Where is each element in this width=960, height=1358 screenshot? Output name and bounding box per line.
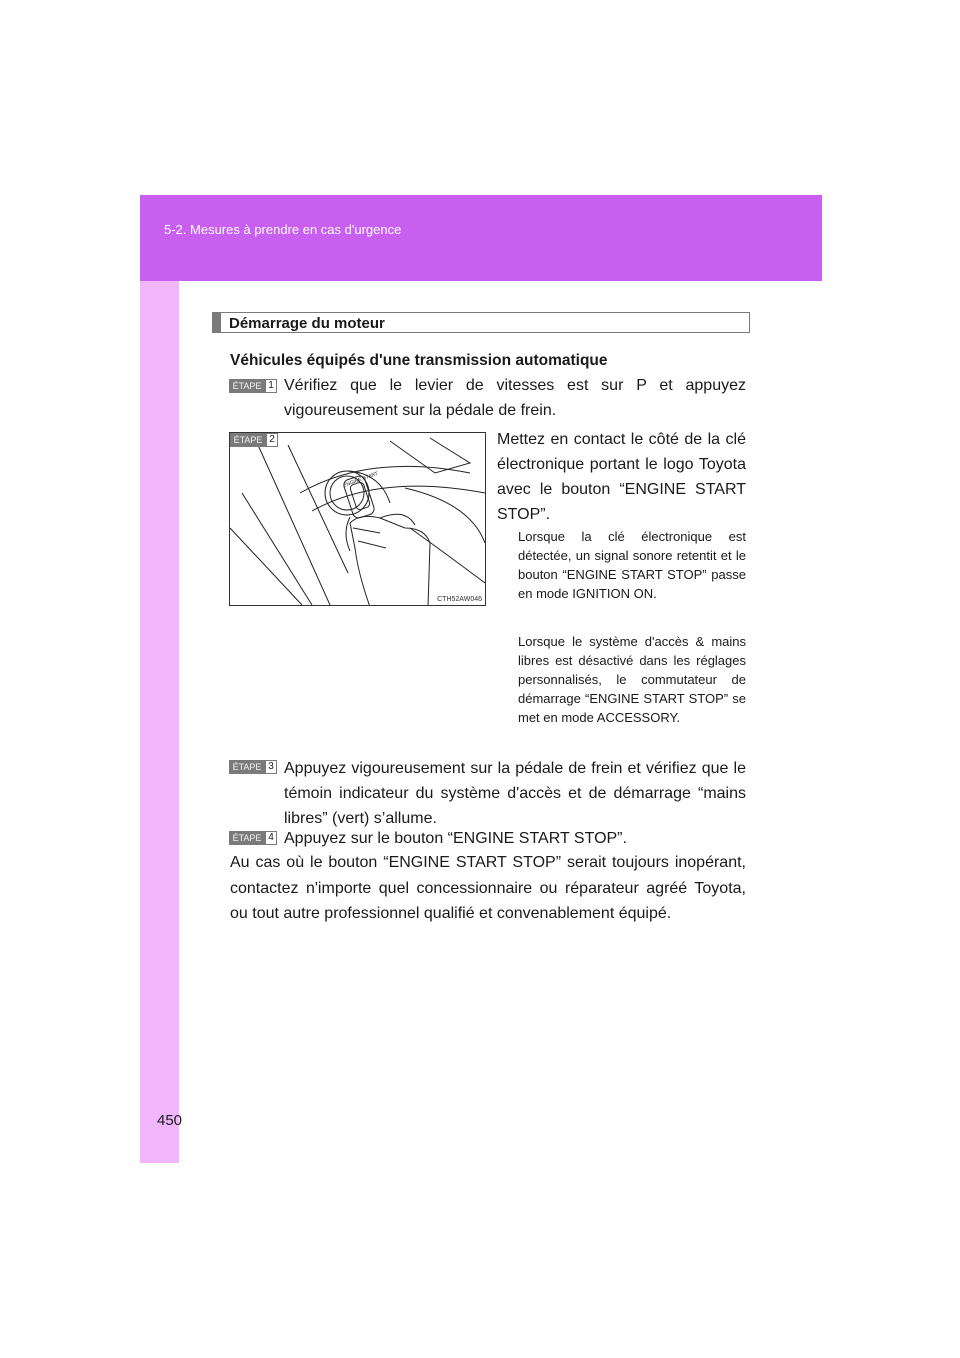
step-word: ÉTAPE [229, 379, 265, 393]
step-2-text: Mettez en contact le côté de la clé électronique portant le logo Toyota avec le bouton “ENGINE START STOP”. [497, 431, 746, 523]
step-number: 2 [266, 433, 278, 447]
step-number: 4 [265, 831, 277, 845]
closing-paragraph: Au cas où le bouton “ENGINE START STOP” serait toujours inopérant, contactez n'importe quel concessionnaire ou réparateur agréé Toyota, ou tout autre professionnel qualifié et convenablement équipé. [230, 854, 746, 922]
step-word: ÉTAPE [229, 831, 265, 845]
subheading: Véhicules équipés d'une transmission automatique [230, 352, 608, 369]
section-title: Démarrage du moteur [229, 315, 385, 332]
engine-start-lettering: ENGINE START [342, 470, 379, 489]
step-word: ÉTAPE [230, 433, 266, 447]
note-access-disabled: Lorsque le système d'accès & mains libres est désactivé dans les réglages personnalisés, le commutateur de démarrage “ENGINE START STOP” se met en mode ACCESSORY. [518, 634, 746, 725]
key-touch-illustration [230, 433, 486, 606]
step-4-text: Appuyez sur le bouton “ENGINE START STOP”. [284, 830, 627, 847]
step-1-text: Vérifiez que le levier de vitesses est sur P et appuyez vigoureusement sur la pédale de frein. [284, 377, 746, 419]
section-title-box [212, 312, 750, 333]
step-badge-4 [229, 831, 279, 845]
chapter-header-band [140, 195, 822, 281]
note-key-detected: Lorsque la clé électronique est détectée, un signal sonore retentit et le bouton “ENGINE START STOP” passe en mode IGNITION ON. [518, 529, 746, 601]
step-word: ÉTAPE [229, 760, 265, 774]
step-number: 3 [265, 760, 277, 774]
step-badge-1 [229, 379, 279, 393]
step-number: 1 [265, 379, 277, 393]
section-breadcrumb: 5-2. Mesures à prendre en cas d'urgence [164, 222, 402, 237]
figure-key-on-button [229, 432, 486, 606]
figure-code: CTH52AW046 [437, 596, 482, 603]
page-number: 450 [157, 1112, 183, 1129]
title-accent-bar [213, 313, 221, 332]
step-badge-3 [229, 760, 279, 774]
step-badge-2 [230, 433, 280, 447]
step-3-text: Appuyez vigoureusement sur la pédale de frein et vérifiez que le témoin indicateur du système d'accès et de démarrage “mains libres” (vert) s’allume. [284, 760, 746, 827]
chapter-side-tab [140, 281, 179, 1163]
